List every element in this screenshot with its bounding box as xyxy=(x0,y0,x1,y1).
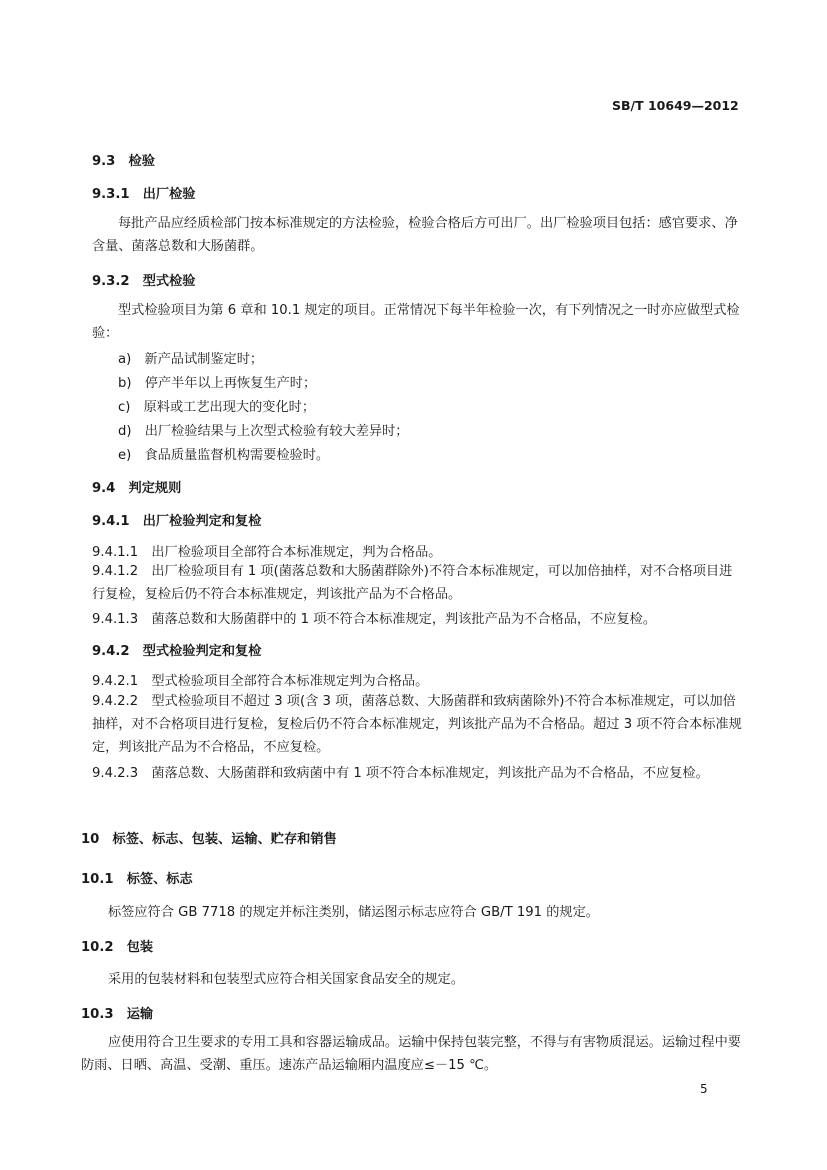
page-number: 5 xyxy=(700,1082,708,1096)
clause-9-4-1-3: 9.4.1.3 菌落总数和大肠菌群中的 1 项不符合本标准规定，判该批产品为不合格品，不应复检。 xyxy=(92,612,657,627)
list-item: c) 原料或工艺出现大的变化时； xyxy=(118,400,316,415)
heading-9-3: 9.3 检验 xyxy=(92,154,155,169)
clause-9-4-2-1: 9.4.2.1 型式检验项目全部符合本标准规定判为合格品。 xyxy=(92,674,429,689)
paragraph-10-3: 应使用符合卫生要求的专用工具和容器运输成品。运输中保持包装完整，不得与有害物质混运。运输过程中要防雨、日晒、高温、受潮、重压。速冻产品运输厢内温度应≤－15 ℃。 xyxy=(81,1035,741,1073)
standard-number: SB/T 10649—2012 xyxy=(612,98,739,113)
paragraph-9-3-1: 每批产品应经质检部门按本标准规定的方法检验，检验合格后方可出厂。出厂检验项目包括：感官要求、净含量、菌落总数和大肠菌群。 xyxy=(92,216,738,254)
clause-9-4-1-1: 9.4.1.1 出厂检验项目全部符合本标准规定，判为合格品。 xyxy=(92,545,442,560)
heading-9-3-2: 9.3.2 型式检验 xyxy=(92,274,196,289)
heading-9-4-1: 9.4.1 出厂检验判定和复检 xyxy=(92,514,262,529)
clause-9-4-2-3: 9.4.2.3 菌落总数、大肠菌群和致病菌中有 1 项不符合本标准规定，判该批产品为不合格品，不应复检。 xyxy=(92,766,709,781)
list-item: b) 停产半年以上再恢复生产时； xyxy=(118,376,317,391)
clause-9-4-2-2: 9.4.2.2 型式检验项目不超过 3 项(含 3 项，菌落总数、大肠菌群和致病菌除外)不符合本标准规定，可以加倍抽样，对不合格项目进行复检，复检后仍不符合本标准规定，判该批产品为不合格品。超过 3 项不符合本标准规定，判该批产品为不合格品，不应复检。 xyxy=(92,694,742,755)
heading-9-4-2: 9.4.2 型式检验判定和复检 xyxy=(92,644,262,659)
heading-9-4: 9.4 判定规则 xyxy=(92,481,182,496)
paragraph-10-2: 采用的包装材料和包装型式应符合相关国家食品安全的规定。 xyxy=(108,972,465,987)
heading-10-3: 10.3 运输 xyxy=(81,1007,154,1022)
clause-9-4-1-2: 9.4.1.2 出厂检验项目有 1 项(菌落总数和大肠菌群除外)不符合本标准规定，可以加倍抽样，对不合格项目进行复检，复检后仍不符合本标准规定，判该批产品为不合格品。 xyxy=(92,564,733,602)
list-item: d) 出厂检验结果与上次型式检验有较大差异时； xyxy=(118,424,409,439)
paragraph-10-1: 标签应符合 GB 7718 的规定并标注类别，储运图示标志应符合 GB/T 191 的规定。 xyxy=(108,905,599,920)
heading-9-3-1: 9.3.1 出厂检验 xyxy=(92,187,196,202)
heading-10-2: 10.2 包装 xyxy=(81,940,154,955)
paragraph-9-3-2: 型式检验项目为第 6 章和 10.1 规定的项目。正常情况下每半年检验一次，有下列情况之一时亦应做型式检验： xyxy=(92,303,740,341)
list-item: e) 食品质量监督机构需要检验时。 xyxy=(118,448,330,463)
heading-10-1: 10.1 标签、标志 xyxy=(81,872,193,887)
heading-10: 10 标签、标志、包装、运输、贮存和销售 xyxy=(81,832,337,847)
list-item: a) 新产品试制鉴定时； xyxy=(118,352,264,367)
